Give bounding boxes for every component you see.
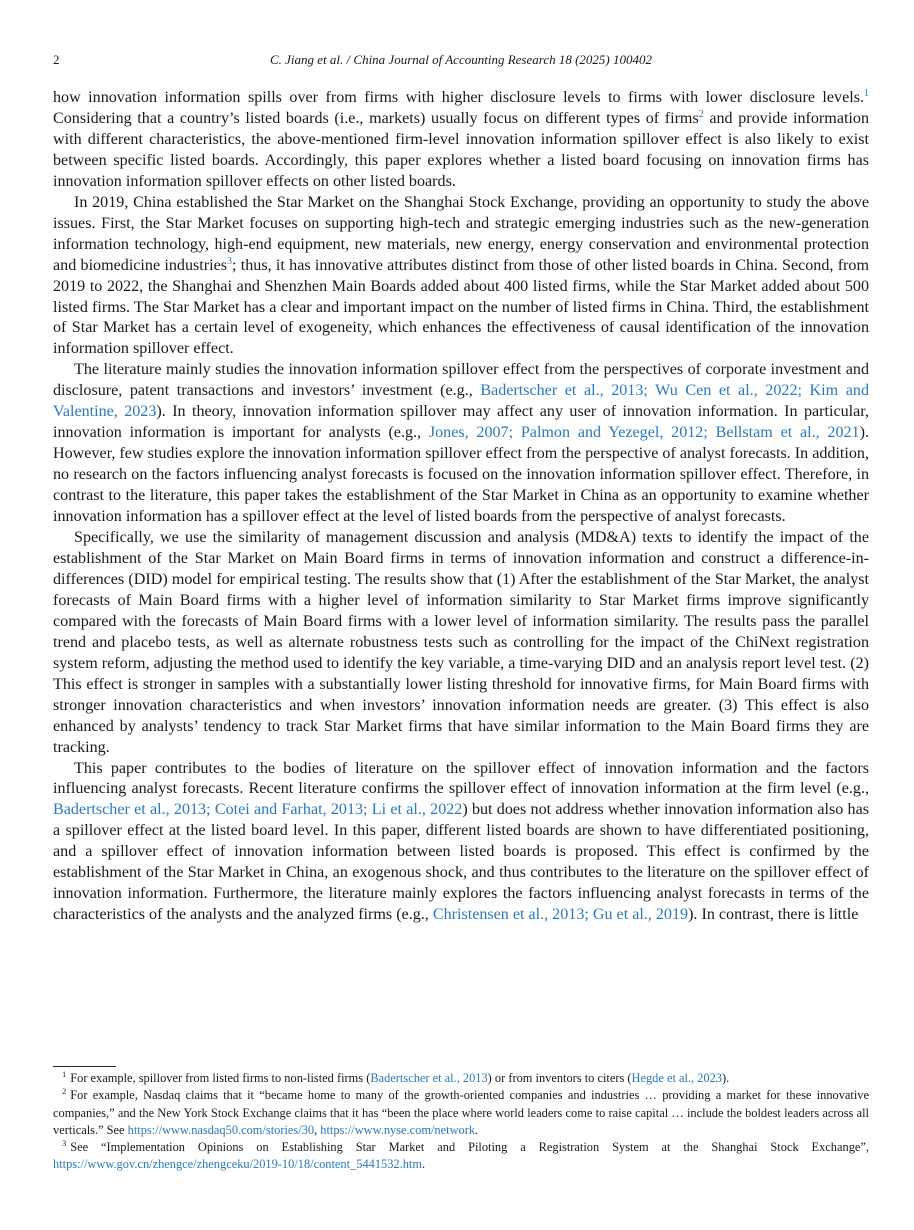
paragraph: This paper contributes to the bodies of literature on the spillover effect of innovation information and the factors influencing analyst forecasts. Recent literature confirms the spillover effect of innovation information at the firm level (e.g., Badertscher et al., 2013; Cotei and Farhat, 2013; Li et al., 2022) but does not address whether innovation information also has a spillover effect at the listed board level. In this paper, different listed boards are shown to have differentiated positioning, and a spillover effect of innovation information between listed boards is proposed. This effect is confirmed by the establishment of the Star Market in China, an exogenous shock, and thus contributes to the literature on the spillover effect of innovation information. Furthermore, the literature mainly explores the factors influencing analyst forecasts in terms of the characteristics of the analysts and the analyzed firms (e.g., Christensen et al., 2013; Gu et al., 2019). In contrast, there is little — [53, 759, 869, 924]
paragraph: The literature mainly studies the innovation information spillover effect from the perspectives of corporate investment and disclosure, patent transactions and investors’ investment (e.g., Badertscher et al., 2013; Wu Cen et al., 2022; Kim and Valentine, 2023). In theory, innovation information spillover may affect any user of innovation information. In particular, innovation information is important for analysts (e.g., Jones, 2007; Palmon and Yezegel, 2012; Bellstam et al., 2021). However, few studies explore the innovation information spillover effect from the perspective of analyst forecasts. In addition, no research on the factors influencing analyst forecasts is focused on the innovation information spillover effect. Therefore, in contrast to the literature, this paper takes the establishment of the Star Market in China as an opportunity to examine whether innovation information has a spillover effect at the level of listed boards from the perspective of analyst forecasts. — [53, 361, 869, 526]
footnote-number: 2 — [62, 1086, 67, 1097]
body-text — [53, 88, 869, 926]
footnote-ref[interactable]: 1 — [864, 88, 869, 99]
citation-link[interactable]: Badertscher et al., 2013; Cotei and Farhat, 2013; Li et al., 2022 — [53, 801, 463, 819]
citation-link[interactable]: Badertscher et al., 2013; Wu Cen et al., 2022; Kim and Valentine, 2023 — [53, 382, 869, 421]
url-link[interactable]: https://www.gov.cn/zhengce/zhengceku/2019-10/18/content_5441532.htm — [53, 1157, 423, 1172]
footnote-number: 3 — [62, 1138, 67, 1149]
footnotes — [53, 1070, 869, 1174]
url-link[interactable]: https://www.nyse.com/network — [320, 1122, 476, 1137]
footnote: $^2$ For example, Nasdaq claims that it “became home to many of the growth-oriented companies and industries … providing a market for these innovative companies,” and the New York Stock Exchange claims that it has “been the place where world leaders come to raise capital … include the boldest leaders across all verticals.” See https://www.nasdaq50.com/stories/30, https://www.nyse.com/network. — [53, 1086, 869, 1137]
page-number: 2 — [53, 52, 60, 67]
citation-link[interactable]: Jones, 2007; Palmon and Yezegel, 2012; Bellstam et al., 2021 — [428, 424, 860, 442]
footnote: $^3$ See “Implementation Opinions on Establishing Star Market and Piloting a Registration System at the Shanghai Stock Exchange”, https://www.gov.cn/zhengce/zhengceku/2019-10/18/content_5441532.htm. — [53, 1138, 869, 1172]
footnote-ref[interactable]: 3 — [226, 255, 232, 267]
paragraph: In 2019, China established the Star Market on the Shanghai Stock Exchange, providing an opportunity to study the above issues. First, the Star Market focuses on supporting high-tech and strategic emerging industries such as the new-generation information technology, high-end equipment, new materials, new energy, energy conservation and environmental protection and biomedicine industries$^3$; thus, it has innovative attributes distinct from those of other listed boards in China. Second, from 2019 to 2022, the Shanghai and Shenzhen Main Boards added about 400 listed firms, while the Star Market added about 500 listed firms. The Star Market has a clear and important impact on the number of listed firms in China. Third, the establishment of Star Market has a certain level of exogeneity, which enhances the effectiveness of causal identification of the innovation information spillover effect. — [53, 193, 869, 358]
citation-link[interactable]: Badertscher et al., 2013 — [370, 1071, 488, 1085]
footnote-divider — [53, 1066, 116, 1067]
paragraph: Specifically, we use the similarity of management discussion and analysis (MD&A) texts to identify the impact of the establishment of the Star Market on Main Board firms in terms of innovation information and construct a difference-in-differences (DID) model for empirical testing. The results show that (1) After the establishment of the Star Market, the analyst forecasts of Main Board firms with a higher level of information similarity to Star Market firms improve significantly compared with the forecasts of Main Board firms with a lower level of information similarity. The results pass the parallel trend and placebo tests, as well as alternate robustness tests such as controlling for the impact of the ChiNext registration system reform, adjusting the method used to identify the key variable, a time-varying DID and an analysis report level test. (2) This effect is stronger in samples with a substantially lower listing threshold for innovative firms, for Main Board firms with stronger innovation characteristics and when investors’ innovation information needs are greater. (3) This effect is also enhanced by analysts’ tendency to track Star Market firms that have similar information to the Main Board firms they are tracking. — [53, 529, 869, 756]
running-head: C. Jiang et al. / China Journal of Accounting Research 18 (2025) 100402 — [269, 52, 652, 67]
footnote: $^1$ For example, spillover from listed firms to non-listed firms (Badertscher et al., 2013) or from inventors to citers (Hegde et al., 2023). — [62, 1069, 730, 1085]
page-header — [53, 49, 869, 71]
citation-link[interactable]: Hegde et al., 2023 — [631, 1071, 723, 1085]
paragraph: how innovation information spills over from firms with higher disclosure levels to firms with lower disclosure levels.$^1$ Considering that a country’s listed boards (i.e., markets) usually focus on different types of firms$^2$ and provide information with different characteristics, the above-mentioned firm-level innovation information spillover effect is also likely to exist between specific listed boards. Accordingly, this paper explores whether a listed board focusing on innovation firms has innovation information spillover effects on other listed boards. — [53, 88, 869, 190]
citation-link[interactable]: Christensen et al., 2013; Gu et al., 2019 — [432, 906, 689, 924]
footnote-number: 1 — [62, 1069, 67, 1079]
url-link[interactable]: https://www.nasdaq50.com/stories/30 — [127, 1122, 315, 1137]
footnote-ref[interactable]: 2 — [698, 108, 704, 120]
